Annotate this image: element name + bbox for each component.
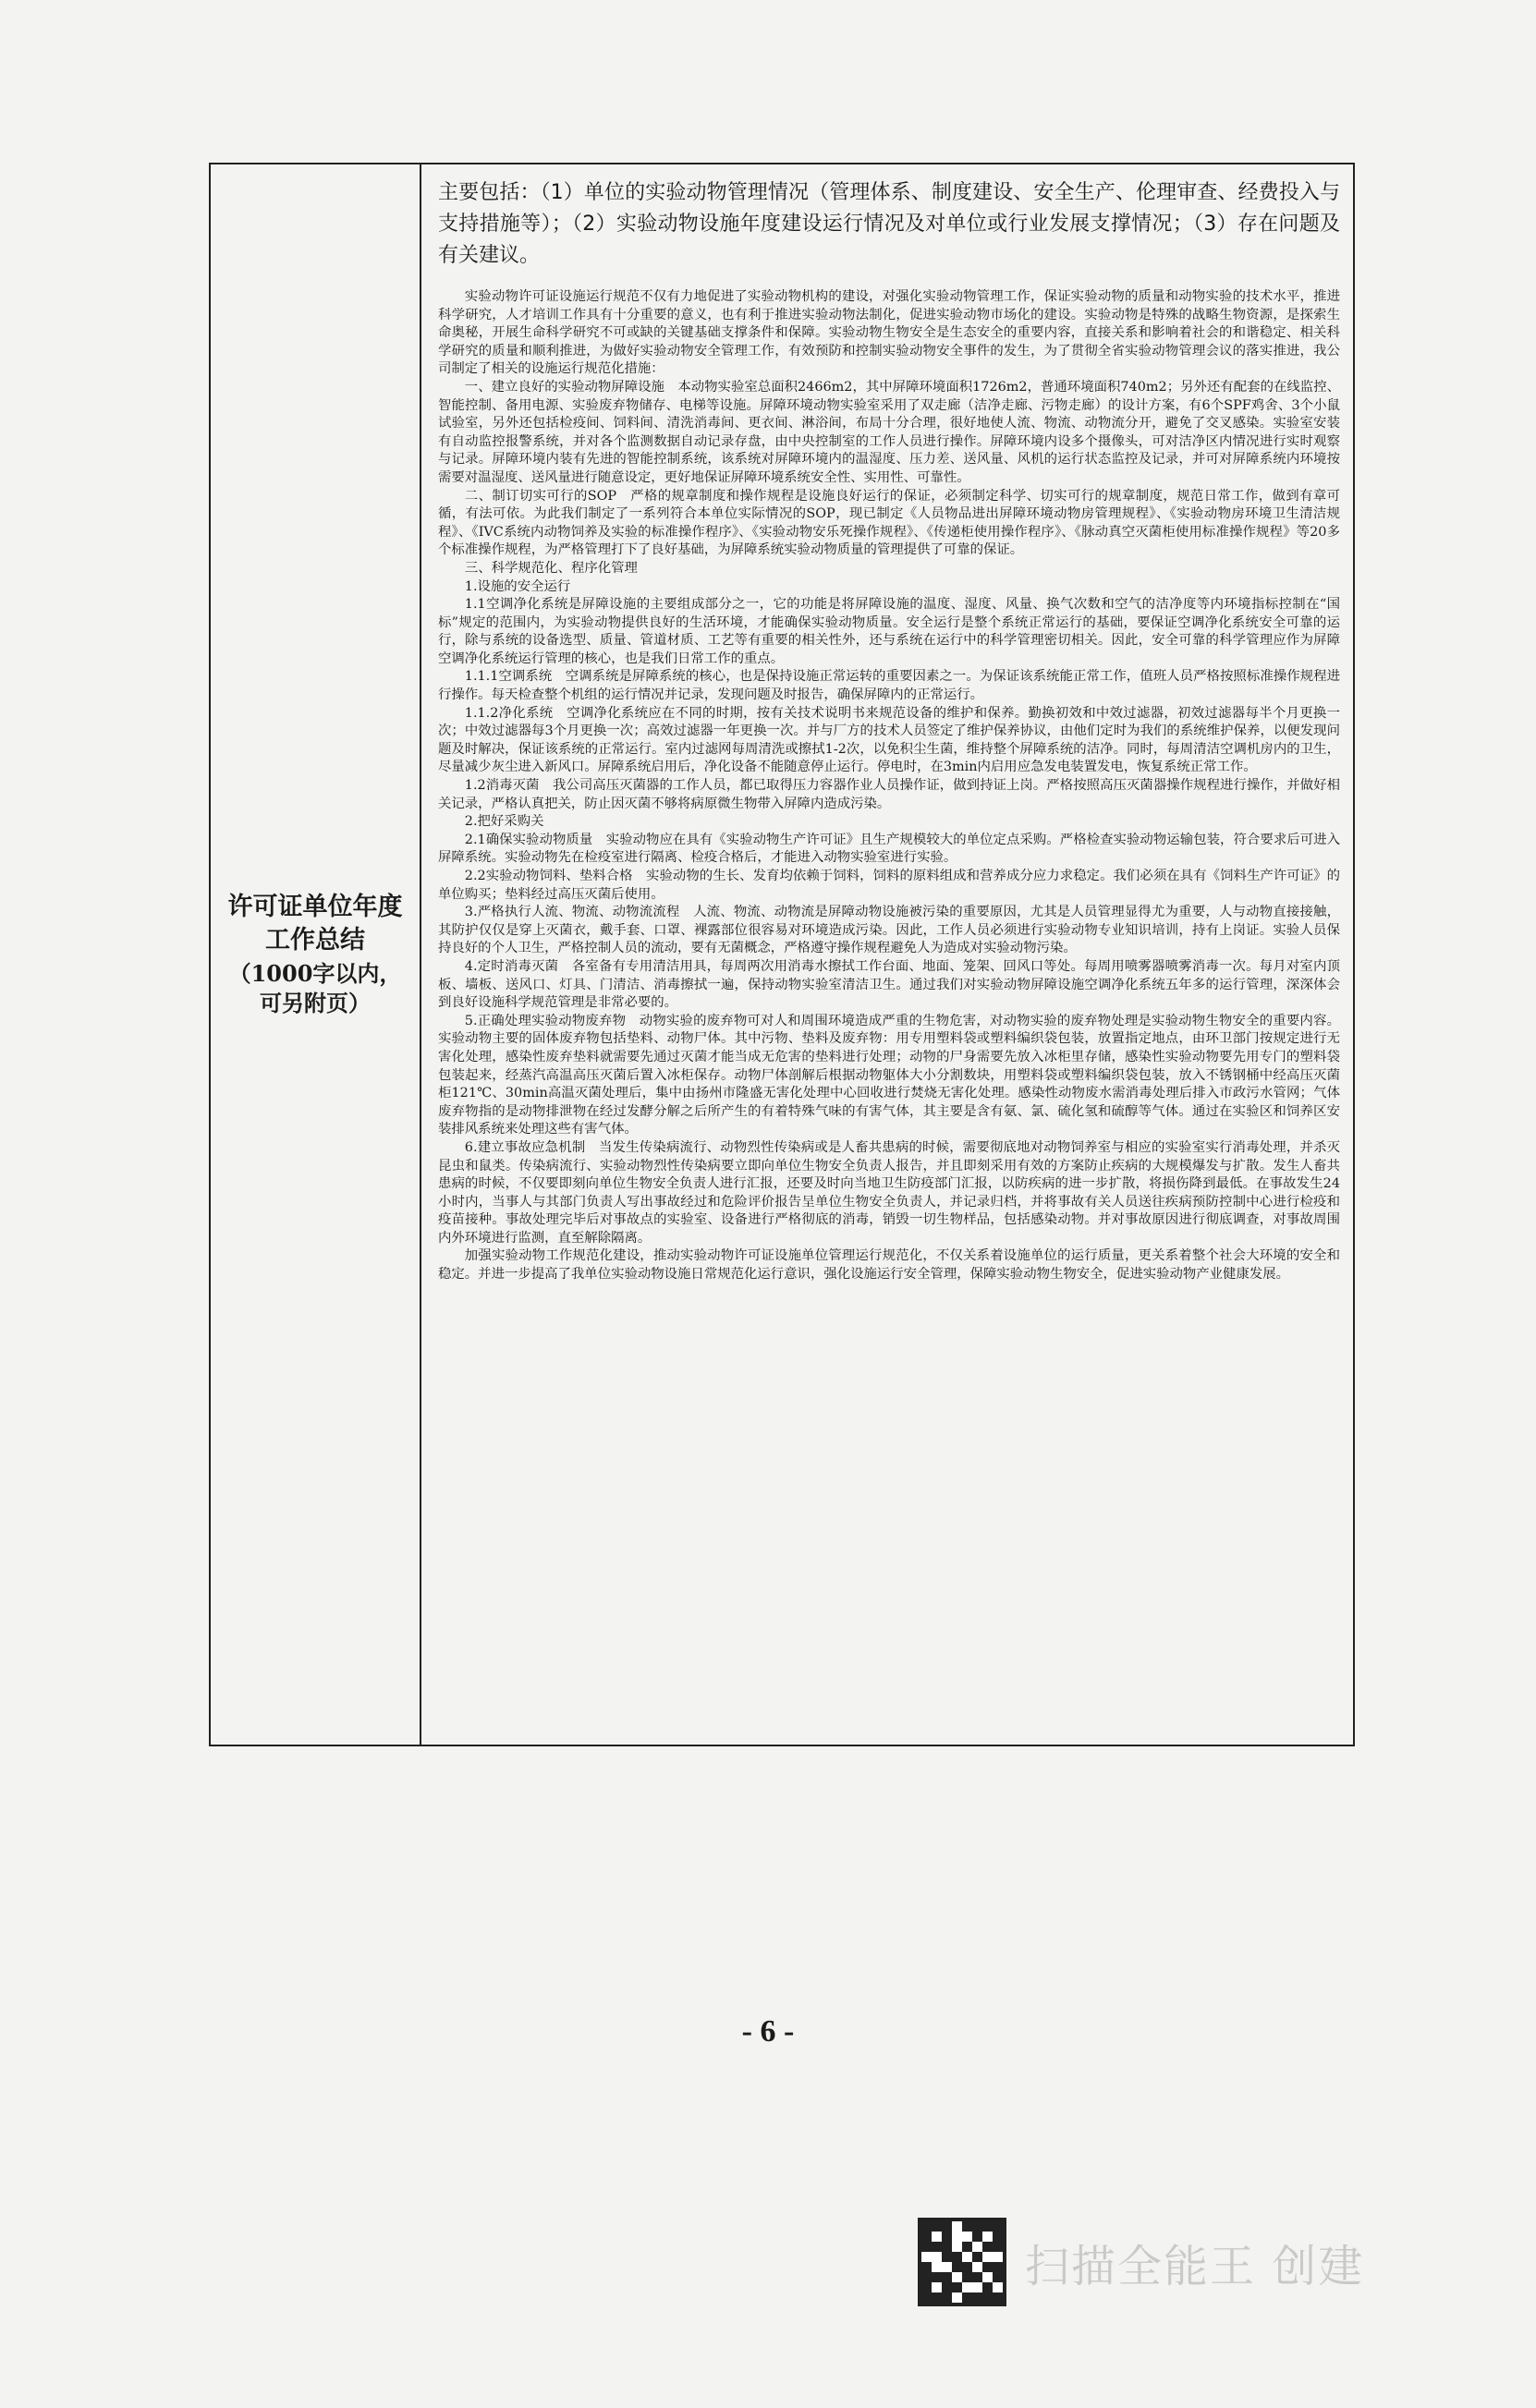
body-paragraph: 5.正确处理实验动物废弃物 动物实验的废弃物可对人和周围环境造成严重的生物危害，对动物实验的废弃物处理是实验动物生物安全的重要内容。实验动物主要的固体废弃物包括垫料、动物尸体。其中污物、垫料及废弃物：用专用塑料袋或塑料编织袋包装，放置指定地点，由环卫部门按规定进行无害化处理，感染性废弃垫料就需要先通过灭菌才能当成无危害的垫料进行处理；动物的尸身需要先放入冰柜里存储，感染性实验动物要先用专门的塑料袋包装起来，经蒸汽高温高压灭菌后置入冰柜保存。动物尸体剖解后根据动物躯体大小分割数块，用塑料袋或塑料编织袋包装，放入不锈钢桶中经高压灭菌柜121℃、30min高温灭菌处理后，集中由扬州市隆盛无害化处理中心回收进行焚烧无害化处理。感染性动物废水需消毒处理后排入市政污水管网；气体废弃物指的是动物排泄物在经过发酵分解之后所产生的有着特殊气味的有害气体，其主要是含有氨、氯、硫化氢和硫醇等气体。通过在实验区和饲养区安装排风系统来处理这些有害气体。	[438, 1013, 1340, 1137]
body-paragraph: 1.1.2净化系统 空调净化系统应在不同的时期，按有关技术说明书来规范设备的维护和保养。勤换初效和中效过滤器，初效过滤器每半个月更换一次；中效过滤器每3个月更换一次；高效过滤器一年更换一次。并与厂方的技术人员签定了维护保养协议，由他们定时为我们的系统维护保养，以便发现问题及时解决，保证该系统的正常运行。室内过滤网每周清洗或擦拭1-2次，以免积尘生菌，维持整个屏障系统的洁净。同时，每周清洁空调机房内的卫生，尽量减少灰尘进入新风口。屏障系统启用后，净化设备不能随意停止运行。停电时，在3min内启用应急发电装置发电，恢复系统正常工作。	[438, 705, 1340, 775]
body-paragraph: 1.2消毒灭菌 我公司高压灭菌器的工作人员，都已取得压力容器作业人员操作证，做到持证上岗。严格按照高压灭菌器操作规程进行操作，并做好相关记录，严格认真把关，防止因灭菌不够将病原微生物带入屏障内造成污染。	[438, 778, 1340, 811]
qr-code-icon	[918, 2218, 1006, 2306]
summary-form-table	[209, 163, 1355, 1746]
body-paragraph: 4.定时消毒灭菌 各室备有专用清洁用具，每周两次用消毒水擦拭工作台面、地面、笼架、回风口等处。每周用喷雾器喷雾消毒一次。每月对室内顶板、墙板、送风口、灯具、门清洁、消毒擦拭一遍，保持动物实验室清洁卫生。通过我们对实验动物屏障设施空调净化系统五年多的运行管理，深深体会到良好设施科学规范管理是非常必要的。	[438, 958, 1340, 1011]
body-paragraph: 1.设施的安全运行	[464, 578, 571, 594]
body-paragraph: 加强实验动物工作规范化建设，推动实验动物许可证设施单位管理运行规范化，不仅关系着设施单位的运行质量，更关系着整个社会大环境的安全和稳定。并进一步提高了我单位实验动物设施日常规范化运行意识，强化设施运行安全管理，保障实验动物生物安全，促进实验动物产业健康发展。	[438, 1248, 1340, 1283]
body-paragraph: 三、科学规范化、程序化管理	[464, 560, 638, 576]
body-paragraph: 2.2实验动物饲料、垫料合格 实验动物的生长、发育均依赖于饲料，饲料的原料组成和营养成分应力求稳定。我们必须在具有《饲料生产许可证》的单位购买；垫料经过高压灭菌后使用。	[438, 869, 1340, 902]
body-paragraph: 1.1空调净化系统是屏障设施的主要组成部分之一，它的功能是将屏障设施的温度、湿度、风量、换气次数和空气的洁净度等内环境指标控制在“国标”规定的范围内，为实验动物提供良好的生活环境，才能确保实验动物质量。安全运行是整个系统正常运行的基础，要保证空调净化系统安全可靠的运行，除与系统的设备选型、质量、管道材质、工艺等有重要的相关性外，还与系统在运行中的科学管理密切相关。因此，安全可靠的科学管理应作为屏障空调净化系统运行管理的核心，也是我们日常工作的重点。	[438, 597, 1340, 666]
body-paragraph: 一、建立良好的实验动物屏障设施 本动物实验室总面积2466m2，其中屏障环境面积1726m2，普通环境面积740m2；另外还有配套的在线监控、智能控制、备用电源、实验废弃物储存、电梯等设施。屏障环境动物实验室采用了双走廊（洁净走廊、污物走廊）的设计方案，有6个SPF鸡舍、3个小鼠试验室，另外还包括检疫间、饲料间、清洗消毒间、更衣间、淋浴间，布局十分合理，很好地使人流、物流、动物流分开，避免了交叉感染。实验室安装有自动监控报警系统，并对各个监测数据自动记录存盘，由中央控制室的工作人员进行操作。屏障环境内设多个摄像头，可对洁净区内情况进行实时观察与记录。屏障环境内装有先进的智能控制系统，该系统对屏障环境内的温湿度、压力差、送风量、风机的运行状态监控及记录，并可对屏障系统内环境按需要对温湿度、送风量进行随意设定，更好地保证屏障环境系统安全性、实用性、可靠性。	[438, 379, 1340, 485]
body-paragraph: 二、制订切实可行的SOP 严格的规章制度和操作规程是设施良好运行的保证，必须制定科学、切实可行的规章制度，规范日常工作，做到有章可循，有法可依。为此我们制定了一系列符合本单位实际情况的SOP，现已制定《人员物品进出屏障环境动物房管理规程》、《实验动物房环境卫生清洁规程》、《IVC系统内动物饲养及实验的标准操作程序》、《实验动物安乐死操作规程》、《传递柜使用操作程序》、《脉动真空灭菌柜使用标准操作规程》等20多个标准操作规程，为严格管理打下了良好基础，为屏障系统实验动物质量的管理提供了可靠的保证。	[438, 488, 1340, 558]
body-paragraph: 3.严格执行人流、物流、动物流流程 人流、物流、动物流是屏障动物设施被污染的重要原因，尤其是人员管理显得尤为重要，人与动物直接接触，其防护仅仅是穿上灭菌衣，戴手套、口罩、裸露部位很容易对环境造成污染。因此，工作人员必须进行实验动物专业知识培训，持有上岗证。实验人员保持良好的个人卫生，严格控制人员的流动，要有无菌概念，严格遵守操作规程避免人为造成对实验动物污染。	[438, 905, 1340, 956]
body-paragraph: 1.1.1空调系统 空调系统是屏障系统的核心，也是保持设施正常运转的重要因素之一。为保证该系统能正常工作，值班人员严格按照标准操作规程进行操作。每天检查整个机组的运行情况并记录，发现问题及时报告，确保屏障内的正常运行。	[438, 669, 1340, 703]
page-number: - 6 -	[741, 2014, 795, 2049]
body-paragraph: 6.建立事故应急机制 当发生传染病流行、动物烈性传染病或是人畜共患病的时候，需要彻底地对动物饲养室与相应的实验室实行消毒处理，并杀灭昆虫和鼠类。传染病流行、实验动物烈性传染病要立即向单位生物安全负责人报告，并且即刻采用有效的方案防止疾病的大规模爆发与扩散。发生人畜共患病的时候，不仅要即刻向单位生物安全负责人进行汇报，还要及时向当地卫生防疫部门汇报，以防疾病的进一步扩散，将损伤降到最低。在事故发生24小时内，当事人与其部门负责人写出事故经过和危险评价报告呈单位生物安全负责人，并记录归档，并将事故有关人员送往疾病预防控制中心进行检疫和疫苗接种。事故处理完毕后对事故点的实验室、设备进行严格彻底的消毒，销毁一切生物样品，包括感染动物。并对事故原因进行彻底调查，对事故周围内外环境进行监测，直至解除隔离。	[438, 1139, 1340, 1246]
watermark-text: 扫描全能王 创建	[1025, 2240, 1365, 2292]
scanner-watermark	[918, 2218, 1364, 2306]
body-paragraph: 2.把好采购关	[464, 814, 544, 830]
row-label-title: 许可证单位年度工作总结	[227, 893, 403, 955]
instruction-text: 主要包括：（1）单位的实验动物管理情况（管理体系、制度建设、安全生产、伦理审查、经费投入与支持措施等）；（2）实验动物设施年度建设运行情况及对单位或行业发展支撑情况；（3）存在问题及有关建议。	[438, 181, 1340, 267]
summary-content-cell	[421, 164, 1353, 1745]
row-label-note: （1000字以内，可另附页）	[228, 960, 402, 1016]
summary-body	[438, 288, 1340, 1284]
body-paragraph: 2.1确保实验动物质量 实验动物应在具有《实验动物生产许可证》且生产规模较大的单位定点采购。严格检查实验动物运输包装，符合要求后可进入屏障系统。实验动物先在检疫室进行隔离、检疫合格后，才能进入动物实验室进行实验。	[438, 832, 1340, 866]
row-label-cell	[211, 164, 421, 1745]
body-paragraph: 实验动物许可证设施运行规范不仅有力地促进了实验动物机构的建设，对强化实验动物管理工作，保证实验动物的质量和动物实验的技术水平，推进科学研究，人才培训工作具有十分重要的意义，也有利于推进实验动物法制化，促进实验动物市场化的建设。实验动物是特殊的战略生物资源，是探索生命奥秘，开展生命科学研究不可或缺的关键基础支撑条件和保障。实验动物生物安全是生态安全的重要内容，直接关系和影响着社会的和谐稳定、相关科学研究的质量和顺利推进，为做好实验动物安全管理工作，有效预防和控制实验动物安全事件的发生，为了贯彻全省实验动物管理会议的落实推进，我公司制定了相关的设施运行规范化措施：	[438, 289, 1340, 377]
